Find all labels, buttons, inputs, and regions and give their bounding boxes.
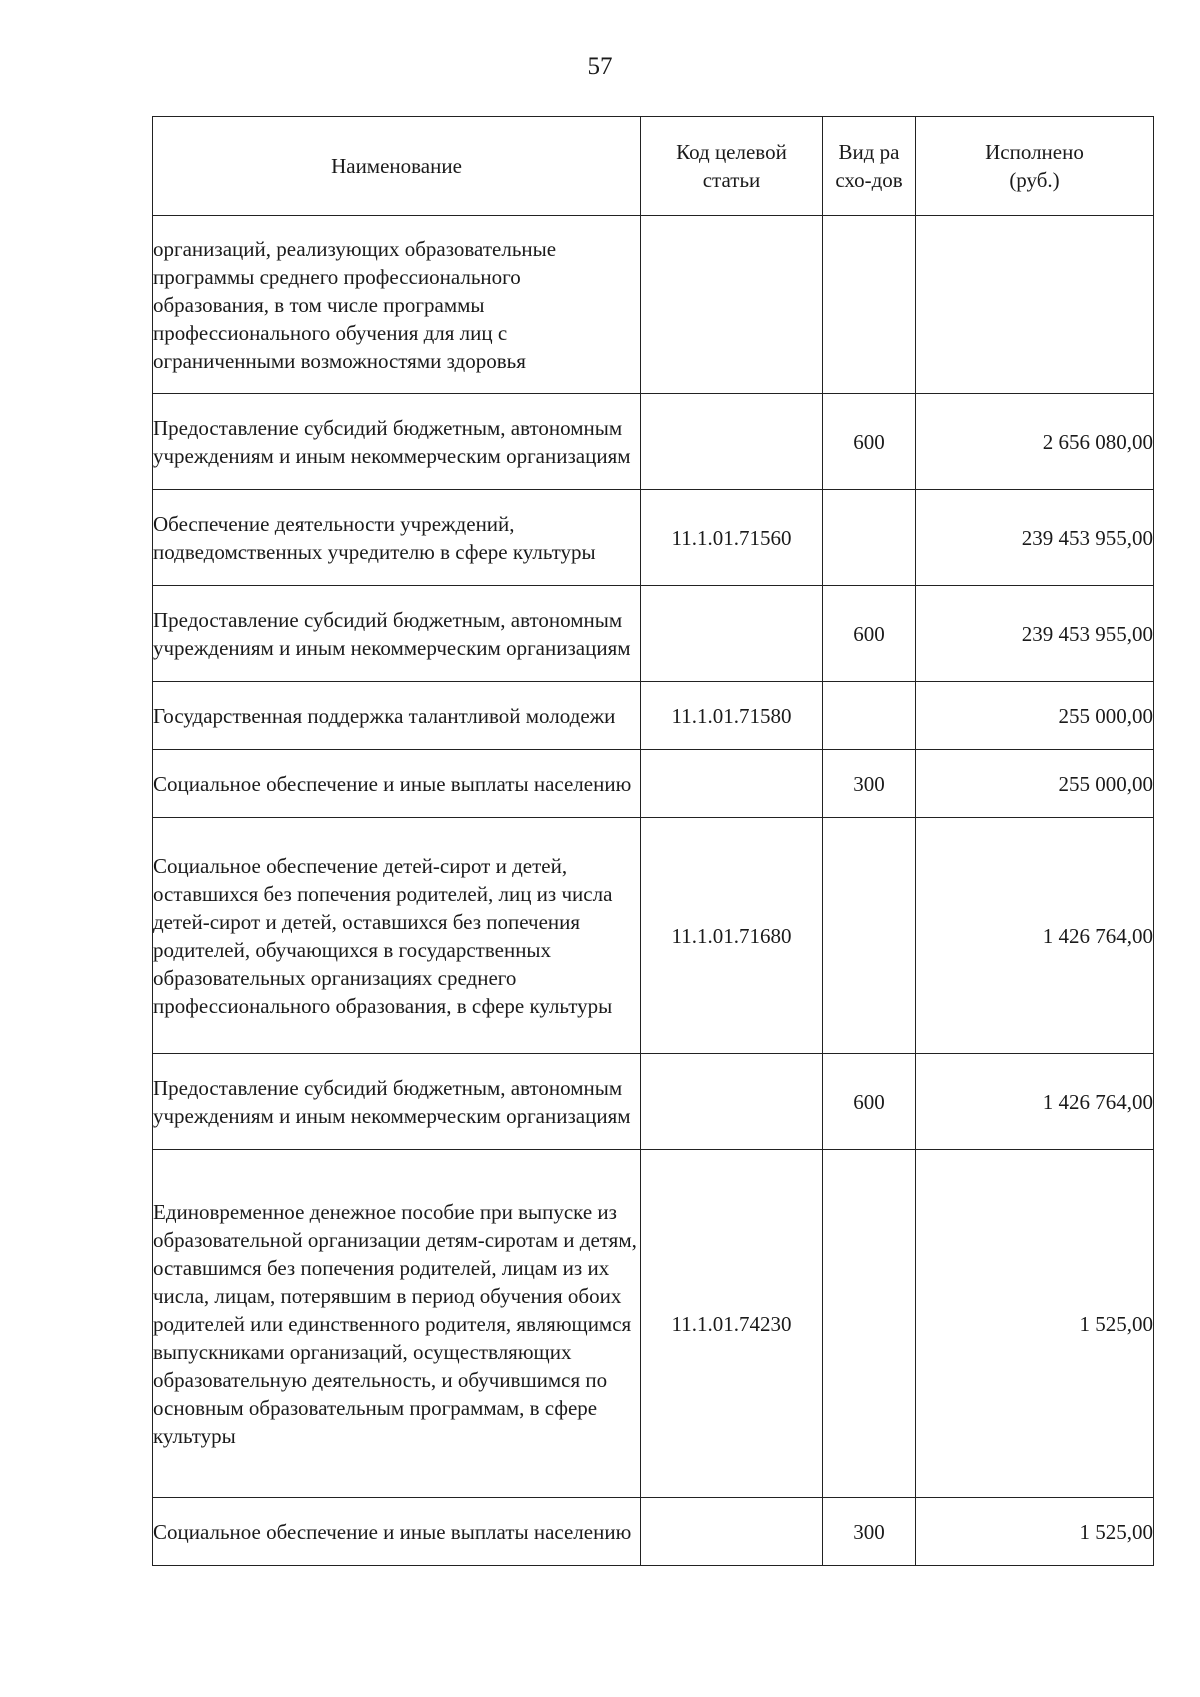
page-number: 57 <box>587 53 613 80</box>
row-kod <box>641 216 823 394</box>
row-name: Предоставление субсидий бюджетным, автономным учреждениям и иным некоммерческим организациям <box>153 394 641 490</box>
row-vid <box>823 1150 916 1498</box>
row-name: Предоставление субсидий бюджетным, автономным учреждениям и иным некоммерческим организациям <box>153 1054 641 1150</box>
row-kod <box>641 1054 823 1150</box>
row-ispolneno: 1 426 764,00 <box>916 818 1154 1054</box>
row-ispolneno: 2 656 080,00 <box>916 394 1154 490</box>
header-kod <box>641 117 823 216</box>
table-header-row <box>153 117 1154 216</box>
row-vid: 600 <box>823 1054 916 1150</box>
row-ispolneno: 1 525,00 <box>916 1150 1154 1498</box>
row-vid: 300 <box>823 1498 916 1566</box>
row-name: Единовременное денежное пособие при выпуске из образовательной организации детям-сиротам и детям, оставшимся без попечения родителей, лицам из их числа, лицам, потерявшим в период обучения обоих родителей или единственного родителя, являющимся выпускниками организаций, осуществляющих образовательную деятельность, и обучившимся по основным образовательным программам, в сфере культуры <box>153 1150 641 1498</box>
row-vid <box>823 682 916 750</box>
header-ispolneno-text: Исполнено (руб.) <box>985 140 1084 192</box>
table-row <box>153 1150 1154 1498</box>
row-kod <box>641 394 823 490</box>
table-row <box>153 818 1154 1054</box>
row-name: Предоставление субсидий бюджетным, автономным учреждениям и иным некоммерческим организациям <box>153 586 641 682</box>
row-vid: 600 <box>823 586 916 682</box>
row-kod: 11.1.01.71680 <box>641 818 823 1054</box>
row-name: Социальное обеспечение и иные выплаты населению <box>153 750 641 818</box>
row-name: Государственная поддержка талантливой молодежи <box>153 682 641 750</box>
row-name: Социальное обеспечение и иные выплаты населению <box>153 1498 641 1566</box>
row-name: организаций, реализующих образовательные программы среднего профессионального образования, в том числе программы профессионального обучения для лиц с ограниченными возможностями здоровья <box>153 216 641 394</box>
table-row <box>153 586 1154 682</box>
row-ispolneno: 255 000,00 <box>916 750 1154 818</box>
row-ispolneno: 239 453 955,00 <box>916 490 1154 586</box>
row-ispolneno: 1 525,00 <box>916 1498 1154 1566</box>
row-vid: 300 <box>823 750 916 818</box>
row-kod: 11.1.01.71560 <box>641 490 823 586</box>
row-ispolneno: 239 453 955,00 <box>916 586 1154 682</box>
row-kod: 11.1.01.74230 <box>641 1150 823 1498</box>
header-name: Наименование <box>153 117 641 216</box>
row-ispolneno: 255 000,00 <box>916 682 1154 750</box>
table-row <box>153 490 1154 586</box>
row-kod <box>641 586 823 682</box>
header-vid <box>823 117 916 216</box>
header-ispolneno <box>916 117 1154 216</box>
row-ispolneno: 1 426 764,00 <box>916 1054 1154 1150</box>
row-name: Обеспечение деятельности учреждений, подведомственных учредителю в сфере культуры <box>153 490 641 586</box>
row-vid <box>823 490 916 586</box>
budget-table <box>152 116 1154 1566</box>
table-row <box>153 216 1154 394</box>
table-row <box>153 394 1154 490</box>
row-kod: 11.1.01.71580 <box>641 682 823 750</box>
row-vid: 600 <box>823 394 916 490</box>
row-vid <box>823 818 916 1054</box>
header-kod-text: Код целевой статьи <box>676 140 787 192</box>
table-row <box>153 682 1154 750</box>
table-row <box>153 750 1154 818</box>
header-vid-text: Вид расхо-дов <box>835 140 903 192</box>
row-vid <box>823 216 916 394</box>
table-row <box>153 1054 1154 1150</box>
row-kod <box>641 750 823 818</box>
table-row <box>153 1498 1154 1566</box>
row-kod <box>641 1498 823 1566</box>
row-ispolneno <box>916 216 1154 394</box>
row-name: Социальное обеспечение детей-сирот и детей, оставшихся без попечения родителей, лиц из числа детей-сирот и детей, оставшихся без попечения родителей, обучающихся в государственных образовательных организациях среднего профессионального образования, в сфере культуры <box>153 818 641 1054</box>
